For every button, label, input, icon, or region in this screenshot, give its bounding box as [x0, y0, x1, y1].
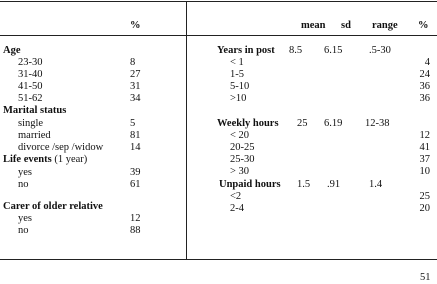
table-bottom-rule — [0, 259, 437, 260]
row-label: married — [18, 130, 51, 141]
section-heading-unpaid-hours: Unpaid hours — [219, 179, 281, 190]
row-value: 61 — [130, 179, 141, 190]
row-label: 1-5 — [230, 69, 244, 80]
row-label: > 30 — [230, 166, 250, 177]
row-label: no — [18, 225, 29, 236]
row-label: 25-30 — [230, 154, 255, 165]
stat-mean: 1.5 — [297, 179, 311, 190]
row-value: 8 — [130, 57, 136, 68]
stat-sd: .91 — [327, 179, 341, 190]
column-divider — [186, 1, 187, 259]
stat-sd: 6.15 — [324, 45, 343, 56]
row-value: 88 — [130, 225, 141, 236]
row-value: 36 — [419, 93, 430, 104]
row-value: 31 — [130, 81, 141, 92]
row-value: 27 — [130, 69, 141, 80]
life-events-note: (1 year) — [54, 154, 88, 165]
row-label: 31-40 — [18, 69, 43, 80]
row-value: 34 — [130, 93, 141, 104]
row-label: 51-62 — [18, 93, 43, 104]
header-rule — [0, 35, 437, 36]
row-value: 14 — [130, 142, 141, 153]
row-label: < 1 — [230, 57, 244, 68]
table-top-rule — [0, 1, 437, 2]
stat-sd: 6.19 — [324, 118, 343, 129]
left-pct-header: % — [130, 20, 141, 31]
stat-range: 1.4 — [369, 179, 383, 190]
row-label: 41-50 — [18, 81, 43, 92]
stat-range: 12-38 — [365, 118, 390, 129]
row-label: divorce /sep /widow — [18, 142, 104, 153]
row-value: 10 — [419, 166, 430, 177]
row-label: 2-4 — [230, 203, 244, 214]
stat-mean: 25 — [297, 118, 308, 129]
row-value: 37 — [419, 154, 430, 165]
row-value: 81 — [130, 130, 141, 141]
row-value: 5 — [130, 118, 136, 129]
row-value: 39 — [130, 167, 141, 178]
range-header: range — [372, 20, 398, 31]
sd-header: sd — [341, 20, 351, 31]
row-label: yes — [18, 213, 32, 224]
section-heading-life-events — [3, 154, 87, 166]
row-label: 20-25 — [230, 142, 255, 153]
row-value: 20 — [419, 203, 430, 214]
row-value: 12 — [419, 130, 430, 141]
mean-header: mean — [301, 20, 326, 31]
row-label: no — [18, 179, 29, 190]
section-heading-age: Age — [3, 45, 21, 56]
row-label: <2 — [230, 191, 242, 202]
stat-range: .5-30 — [369, 45, 391, 56]
section-heading-marital: Marital status — [3, 105, 67, 116]
section-heading-carer: Carer of older relative — [3, 201, 103, 212]
row-label: < 20 — [230, 130, 250, 141]
row-label: 5-10 — [230, 81, 250, 92]
row-value: 41 — [419, 142, 430, 153]
right-pct-header: % — [418, 20, 429, 31]
section-heading-weekly-hours: Weekly hours — [217, 118, 279, 129]
row-label: 23-30 — [18, 57, 43, 68]
row-value: 36 — [419, 81, 430, 92]
row-value: 24 — [419, 69, 430, 80]
stat-mean: 8.5 — [289, 45, 303, 56]
section-heading-years-in-post: Years in post — [217, 45, 275, 56]
life-events-heading: Life events — [3, 154, 52, 165]
row-value: 25 — [419, 191, 430, 202]
row-value: 12 — [130, 213, 141, 224]
row-label: single — [18, 118, 44, 129]
row-label: yes — [18, 167, 32, 178]
row-value: 4 — [424, 57, 430, 68]
row-label: >10 — [230, 93, 247, 104]
page-number: 51 — [420, 272, 431, 283]
